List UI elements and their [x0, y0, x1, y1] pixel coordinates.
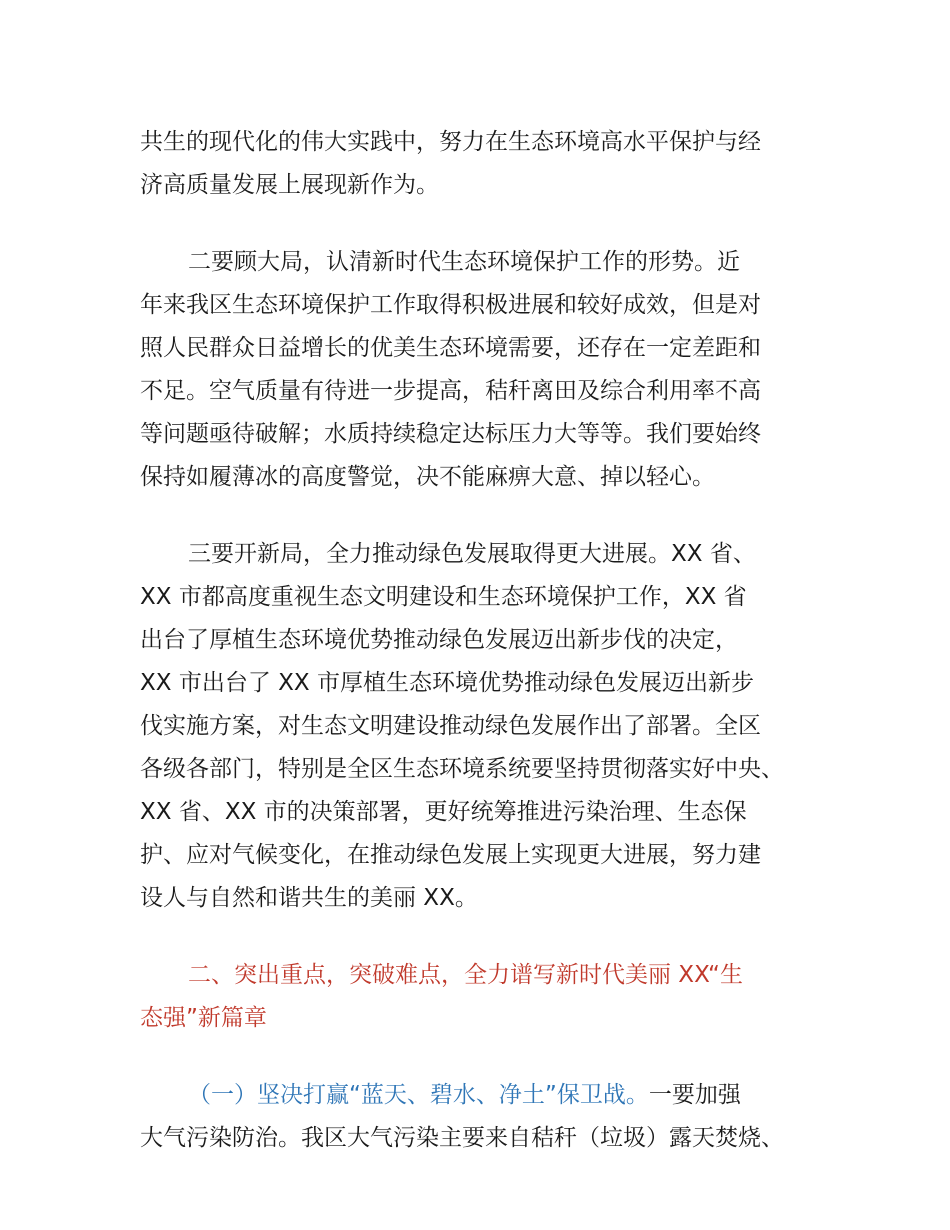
paragraph-2-line-4: 不足。空气质量有待进一步提高，秸秆离田及综合利用率不高: [140, 378, 761, 404]
paragraph-3-line-1: 三要开新局，全力推动绿色发展取得更大进展。XX 省、: [188, 541, 756, 567]
subsection-line-2: 大气污染防治。我区大气污染主要来自秸秆（垃圾）露天焚烧、: [140, 1125, 784, 1151]
paragraph-2-line-5: 等问题亟待破解；水质持续稳定达标压力大等等。我们要始终: [140, 421, 761, 447]
paragraph-2-line-1: 二要顾大局，认清新时代生态环境保护工作的形势。近: [188, 249, 740, 275]
subsection-heading-tail: 一要加强: [648, 1082, 741, 1108]
paragraph-3-line-5: 伐实施方案，对生态文明建设推动绿色发展作出了部署。全区: [140, 713, 761, 739]
paragraph-2-line-6: 保持如履薄冰的高度警觉，决不能麻痹大意、掉以轻心。: [140, 464, 715, 490]
subsection-first-line: [188, 1080, 741, 1110]
paragraph-3-line-9: 设人与自然和谐共生的美丽 XX。: [140, 885, 478, 911]
paragraph-1-line-2: 济高质量发展上展现新作为。: [140, 172, 439, 198]
paragraph-3-line-6: 各级各部门，特别是全区生态环境系统要坚持贯彻落实好中央、: [140, 756, 784, 782]
paragraph-3-line-3: 出台了厚植生态环境优势推动绿色发展迈出新步伐的决定，: [140, 627, 738, 653]
paragraph-2-line-2: 年来我区生态环境保护工作取得积极进展和较好成效，但是对: [140, 292, 761, 318]
paragraph-3-line-8: 护、应对气候变化，在推动绿色发展上实现更大进展，努力建: [140, 842, 761, 868]
paragraph-2-line-3: 照人民群众日益增长的优美生态环境需要，还存在一定差距和: [140, 335, 761, 361]
subsection-heading: （一）坚决打赢“蓝天、碧水、净土”保卫战。: [188, 1082, 649, 1108]
section-heading-line-1: 二、突出重点，突破难点，全力谱写新时代美丽 XX“生: [188, 962, 743, 988]
paragraph-3-line-2: XX 市都高度重视生态文明建设和生态环境保护工作，XX 省: [140, 584, 747, 610]
paragraph-1-line-1: 共生的现代化的伟大实践中，努力在生态环境高水平保护与经: [140, 129, 761, 155]
paragraph-3-line-7: XX 省、XX 市的决策部署，更好统筹推进污染治理、生态保: [140, 799, 747, 825]
section-heading-line-2: 态强”新篇章: [140, 1005, 267, 1031]
paragraph-3-line-4: XX 市出台了 XX 市厚植生态环境优势推动绿色发展迈出新步: [140, 670, 754, 696]
